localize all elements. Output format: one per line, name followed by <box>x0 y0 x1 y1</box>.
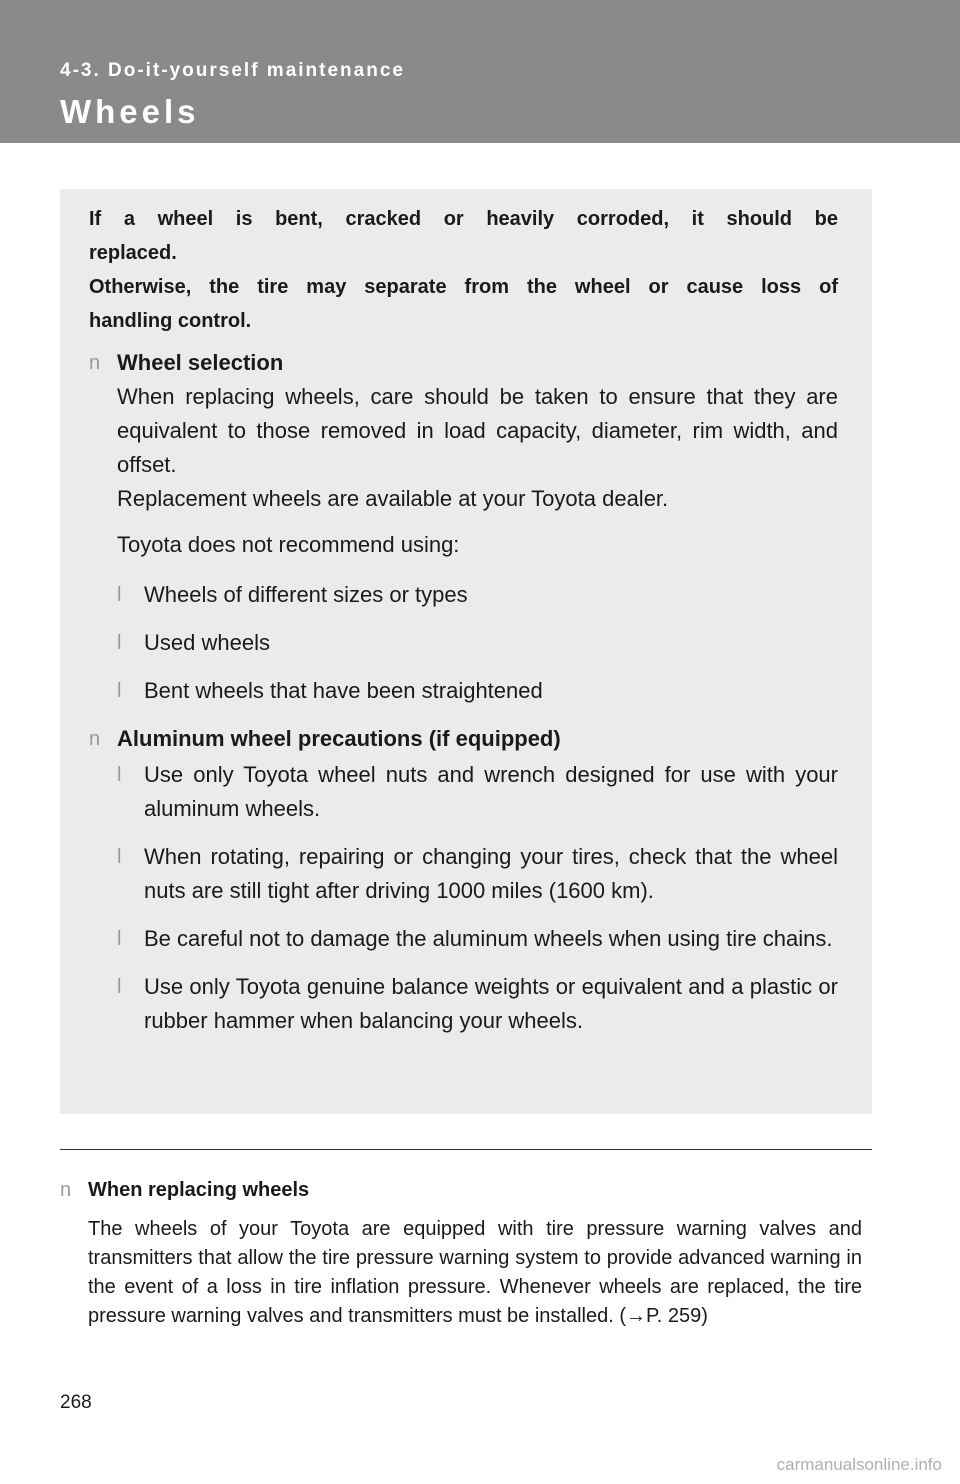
bullet-icon: l <box>117 976 122 998</box>
square-marker-icon: n <box>60 1179 72 1201</box>
wheel-selection-text: When replacing wheels, care should be taken to ensure that they are equivalent to those removed in load capacity, diameter, rim width, and offset. <box>117 384 838 477</box>
list-item: l Use only Toyota wheel nuts and wrench designed for use with your aluminum wheels. <box>89 758 838 826</box>
page-header <box>0 0 960 143</box>
note-section <box>60 1175 862 1331</box>
intro-line: Otherwise, the tire may separate from the wheel or cause loss of <box>89 276 838 298</box>
square-marker-icon: n <box>89 728 101 750</box>
list-item: l Bent wheels that have been straightened <box>89 674 838 708</box>
watermark: carmanualsonline.info <box>776 1455 942 1474</box>
intro-line: replaced. <box>89 242 177 264</box>
list-item: l When rotating, repairing or changing your tires, check that the wheel nuts are still tight after driving 1000 miles (1600 km). <box>89 840 838 908</box>
note-body: The wheels of your Toyota are equipped with tire pressure warning valves and transmitters that allow the tire pressure warning system to provide advanced warning in the event of a loss in tire inflation pressure. Whenever wheels are replaced, the tire pressure warning valves and transmitters must be installed. (→P. 259) <box>88 1218 862 1327</box>
square-marker-icon: n <box>89 352 101 374</box>
list-item: l Use only Toyota genuine balance weights or equivalent and a plastic or rubber hammer when balancing your wheels. <box>89 970 838 1038</box>
bullet-icon: l <box>117 764 122 786</box>
divider <box>60 1149 872 1150</box>
bullet-icon: l <box>117 584 122 606</box>
note-heading: n When replacing wheels <box>60 1175 862 1205</box>
info-box <box>60 189 872 1114</box>
bullet-icon: l <box>117 846 122 868</box>
wheel-selection-dealer: Replacement wheels are available at your Toyota dealer. <box>117 486 669 511</box>
list-item: l Be careful not to damage the aluminum wheels when using tire chains. <box>89 922 838 956</box>
list-item: l Wheels of different sizes or types <box>89 578 838 612</box>
list-item: l Used wheels <box>89 626 838 660</box>
intro-line: If a wheel is bent, cracked or heavily corroded, it should be <box>89 208 838 230</box>
page-title: Wheels <box>60 93 200 130</box>
section-label: 4-3. Do-it-yourself maintenance <box>60 60 405 81</box>
bullet-icon: l <box>117 632 122 654</box>
page-number: 268 <box>60 1392 92 1413</box>
aluminum-heading: n Aluminum wheel precautions (if equipped) <box>89 722 838 756</box>
wheel-selection-heading: n Wheel selection <box>89 346 838 380</box>
wheel-selection-recommend: Toyota does not recommend using: <box>117 532 460 557</box>
bullet-icon: l <box>117 928 122 950</box>
intro-text <box>89 202 838 338</box>
intro-line: handling control. <box>89 310 252 332</box>
bullet-icon: l <box>117 680 122 702</box>
